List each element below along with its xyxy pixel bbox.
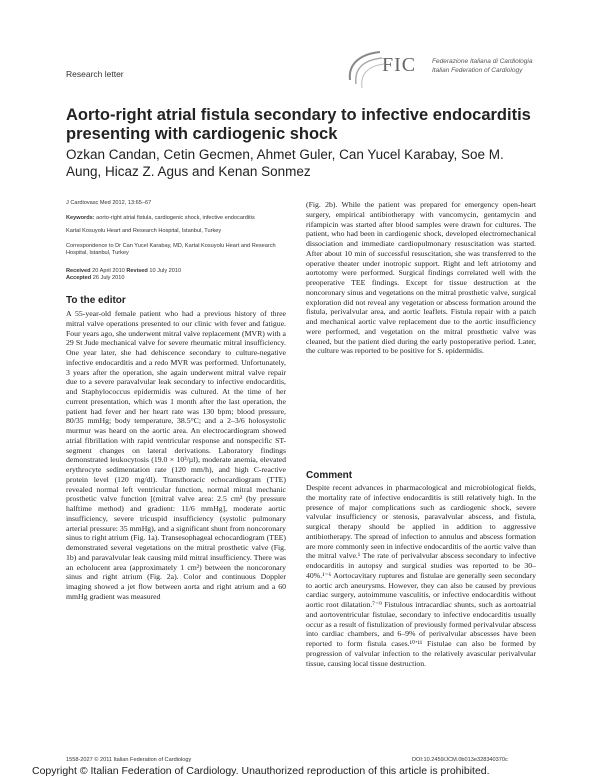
article-title: Aorto-right atrial fistula secondary to infective endocarditis presenting with cardiogenic shock: [66, 106, 531, 143]
logo-org-line2: Italian Federation of Cardiology: [432, 67, 523, 74]
section-label: Research letter: [66, 69, 124, 79]
logo-text: FIC: [382, 54, 417, 76]
received-date: 20 April 2010: [92, 268, 125, 274]
affiliation: Kartal Kosuyolu Heart and Research Hospital, Istanbul, Turkey: [66, 228, 222, 234]
journal-logo: [340, 44, 540, 94]
footer-issn: 1558-2027 © 2011 Italian Federation of Cardiology: [66, 757, 192, 763]
footer-doi: DOI:10.2459/JCM.0b013e328340370c: [412, 757, 508, 763]
logo-org-line1: Federazione Italiana di Cardiologia: [432, 58, 533, 65]
to-editor-body: [66, 309, 286, 751]
article-dates: [66, 268, 286, 283]
correspondence: Correspondence to Dr Can Yucel Karabay, MD, Kartal Kosuyolu Heart and Research Hospital, Istanbul, Turkey: [66, 243, 276, 257]
logo-org-name: [432, 57, 542, 75]
revised-date: 10 July 2010: [149, 268, 182, 274]
accepted-label: Accepted: [66, 275, 92, 282]
keywords-text: aorto-right atrial fistula, cardiogenic shock, infective endocarditis: [96, 215, 255, 221]
copyright-notice: Copyright © Italian Federation of Cardiology. Unauthorized reproduction of this article is prohibited.: [32, 765, 490, 777]
case-continuation: [306, 200, 536, 462]
revised-label: Revised: [126, 268, 148, 274]
journal-reference: J Cardiovasc Med 2012, 13:65–67: [66, 200, 152, 206]
received-label: Received: [66, 268, 91, 274]
keywords-label: Keywords:: [66, 215, 95, 221]
comment-body: [306, 483, 536, 753]
keywords: [66, 215, 286, 222]
comment-heading: Comment: [306, 470, 353, 481]
case-continuation-paragraph: (Fig. 2b). While the patient was prepared for emergency open-heart surgery, empirical antibiotherapy with vancomycin, gentamycin and rifampicin was started after blood samples were drawn for cultures. The patient, who had been in cardiogenic shock, developed electromechanical dissociation and immediate cardiopulmonary resuscitation was started. After about 10 min of successful resuscitation, she was transferred to the operative theater under inotropic support. Right and left atriotomy and aortotomy were performed. Surgical findings correlated well with the preoperative TEE findings. Except for tissue destruction at the noncoronary sinus and vegetations on the mitral prosthetic valve, surgical exploration did not reveal any vegetation or abscess formation around the fistula, perivalvular area, and aortic leaflets. Fistula repair with a patch and mechanical aortic valve replacement due to the aortic insufficiency were performed, and vegetation on the mitral prosthetic valve was cleaned, but the patient died during the early postoperative period. Later, the culture was reported to be positive for S. epidermidis.: [306, 200, 536, 356]
to-editor-paragraph: A 55-year-old female patient who had a previous history of three mitral valve operations presented to our clinic with fever and fatigue. Four years ago, she underwent mitral valve replacement (MVR) with a 29 St Jude mechanical valve for severe rheumatic mitral insufficiency. One year later, she had dehiscence secondary to culture-negative infective endocarditis and a redo MVR was performed. Unfortunately, 3 years after the operation, she again underwent mitral valve repair due to a severe paravalvular leak secondary to infective endocarditis, and Staphylococcus epidermidis was cultured. At the time of her current presentation, which was 1 month after the last operation, the patient had fever and her heart rate was 130 bpm; blood pressure, 80/35 mmHg; body temperature, 38.5°C; and a 2–3/6 holosystolic murmur was heard on the aortic area. An electrocardiogram showed atrial fibrillation with rapid ventricular response and nonspecific ST-segment changes on lateral derivations. Laboratory findings demonstrated leukocytosis (19.0 × 10³/µl), moderate anemia, elevated erythrocyte sedimentation rate (120 mm/h), and high C-reactive protein level (120 mg/dl). Transthoracic echocardiogram (TTE) revealed normal left ventricular function, normal mitral mechanic prosthetic valve function [(mitral valve area: 2.5 cm² (by pressure halftime method) and gradient: 11/6 mmHg], moderate aortic insufficiency, severe tricuspid insufficiency (systolic pulmonary arterial pressure: 35 mmHg), and a significant shunt from noncoronary sinus to right atrium (Fig. 1a). Transesophageal echocardiogram (TEE) demonstrated several vegetations on the mitral prosthetic valve (Fig. 1b) and paravalvular leak causing mild mitral insufficiency. There was an echolucent area (approximately 1 cm²) between the noncoronary sinus and right atrium (Fig. 2a). Color and continuous Doppler imaging showed a jet flow between aorta and right atrium and a 60 mmHg gradient was measured: [66, 309, 286, 601]
accepted-date: 26 July 2010: [92, 275, 125, 282]
fic-swoosh-icon: [340, 46, 384, 92]
comment-paragraph: Despite recent advances in pharmacological and microbiological fields, the mortality rate of infective endocarditis is still relatively high. In the presence of major complications such as cardiogenic shock, severe valvular insufficiency or stenosis, paravalvular abscess, and fistula, surgical therapy should be applied in addition to aggressive antibiotherapy. The spread of infection to annulus and abscess formation are more commonly seen in infective endocarditis of the aortic valve than the mitral valve.¹ The rate of perivalvular abscess secondary to infective endocarditis in autopsy and surgical studies was reported to be 30–40%.¹⁻⁶ Aortocavitary ruptures and fistulae are generally seen secondary to aortic arch aneurysms. However, they can also be caused by previous cardiac surgery, autoimmune vasculitis, or infective endocarditis without aortic root dilatation.⁷⁻⁹ Fistulous intracardiac shunts, such as aortoatrial and aortoventricular fistulae, secondary to infective endocarditis usually occur as a result of fistulization of previously formed perivalvular abscess into cardiac chambers, and 6–9% of perivalvular abscesses have been reported to form fistula cases.¹⁰ʼ¹¹ Fistulae can also be formed by progression of valvular infection to the relatively avascular perivalvular tissue, causing local tissue destruction.: [306, 483, 536, 668]
to-editor-heading: To the editor: [66, 295, 126, 306]
article-authors: Ozkan Candan, Cetin Gecmen, Ahmet Guler, Can Yucel Karabay, Soe M. Aung, Hicaz Z. Agus and Kenan Sonmez: [66, 147, 504, 179]
